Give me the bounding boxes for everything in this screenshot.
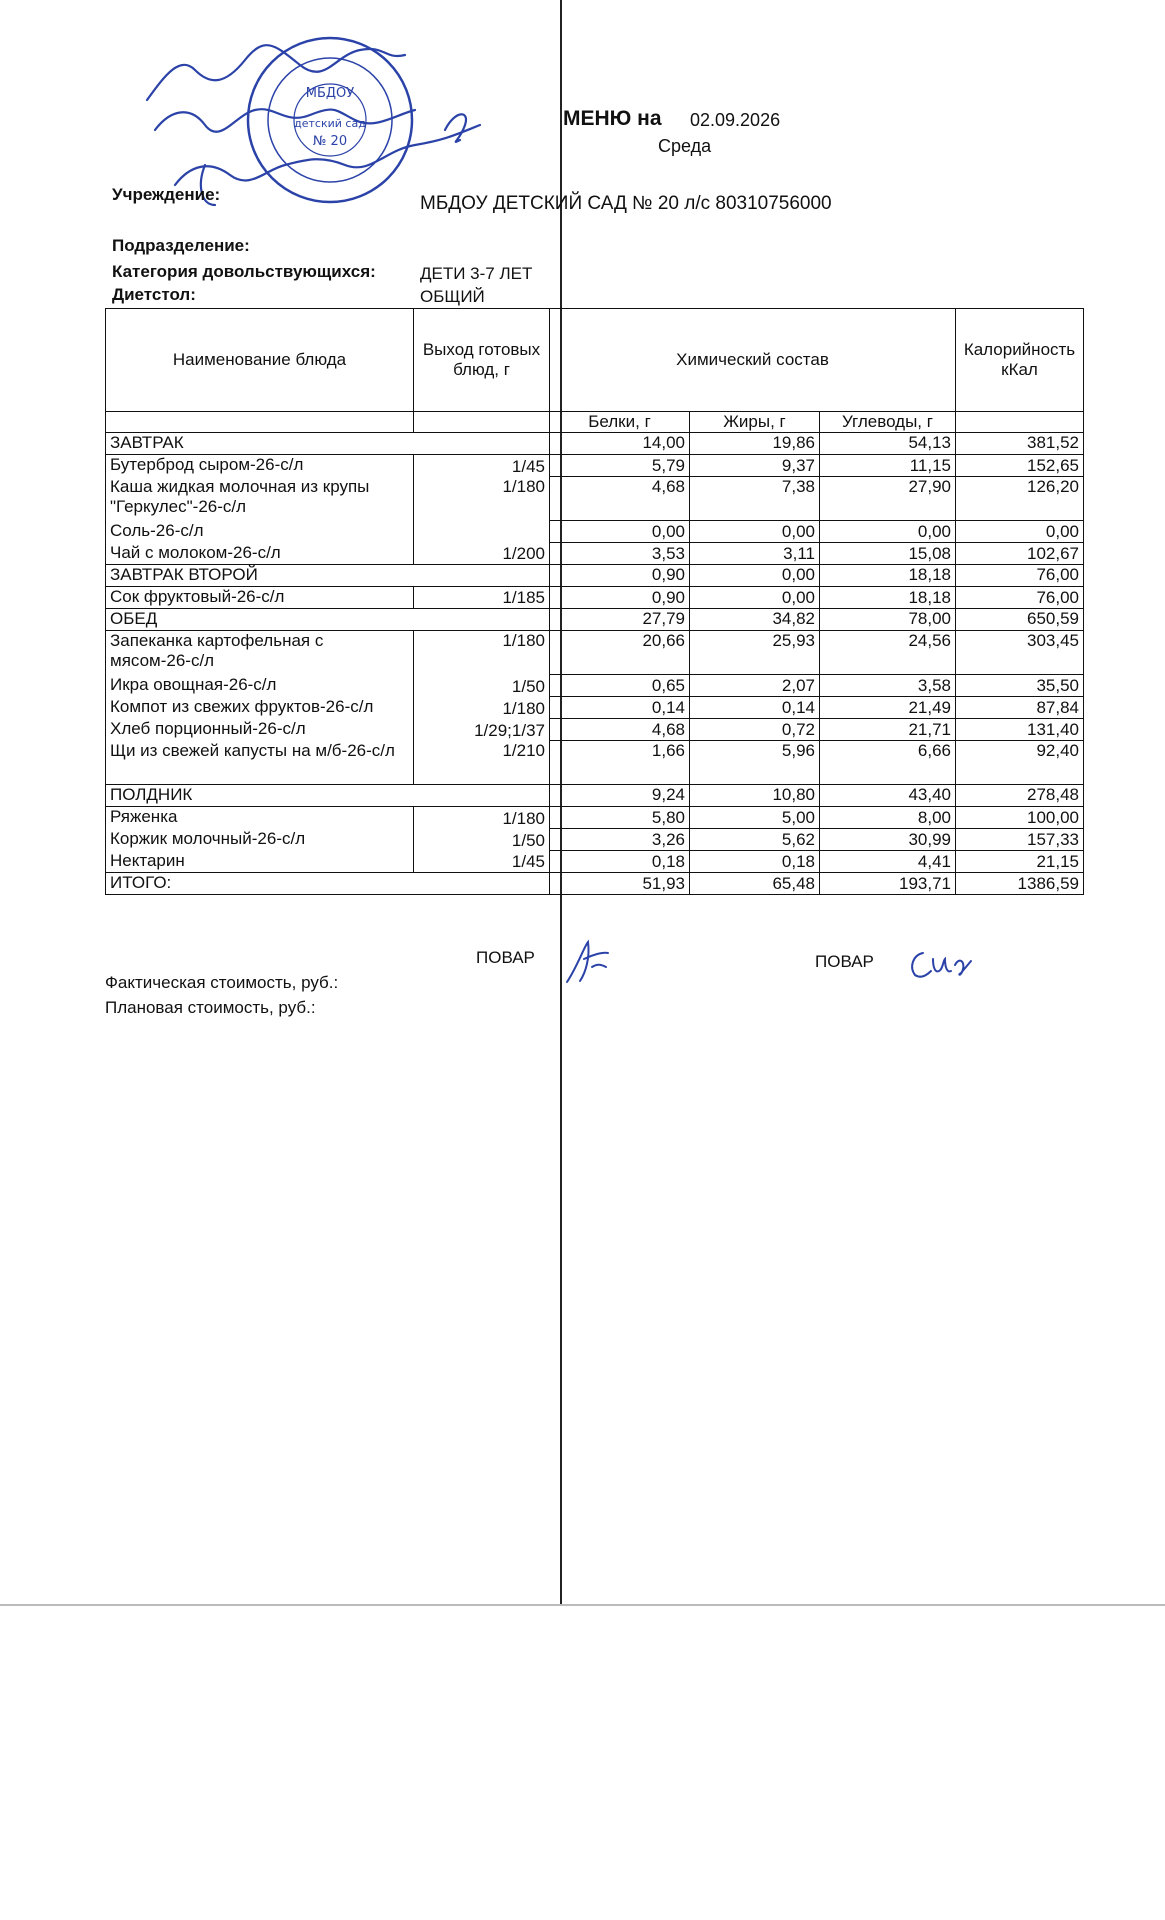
dish-carbs: 21,71 bbox=[820, 719, 956, 741]
output-header-spacer bbox=[414, 412, 550, 433]
dish-name: Ряженка bbox=[106, 807, 414, 829]
dish-row bbox=[106, 543, 1084, 565]
institution-value: МБДОУ ДЕТСКИЙ САД № 20 л/с 80310756000 bbox=[420, 193, 832, 214]
dish-row bbox=[106, 807, 1084, 829]
dish-output: 1/45 bbox=[414, 851, 550, 873]
planned-cost-label: Плановая стоимость, руб.: bbox=[105, 998, 316, 1017]
dish-protein: 0,00 bbox=[550, 521, 690, 543]
dish-fat: 5,00 bbox=[690, 807, 820, 829]
dish-protein: 3,26 bbox=[550, 829, 690, 851]
chem-header: Химический состав bbox=[550, 309, 956, 412]
dish-fat: 0,00 bbox=[690, 587, 820, 609]
dish-name: Щи из свежей капусты на м/б-26-с/л bbox=[106, 741, 414, 785]
cook-left-signature bbox=[562, 937, 612, 987]
total-row bbox=[106, 873, 1084, 895]
dish-name: Запеканка картофельная с мясом-26-с/л bbox=[106, 631, 414, 675]
dish-name: Икра овощная-26-с/л bbox=[106, 675, 414, 697]
section-kcal: 76,00 bbox=[956, 565, 1084, 587]
dish-row bbox=[106, 829, 1084, 851]
dish-carbs: 24,56 bbox=[820, 631, 956, 675]
dish-fat: 3,11 bbox=[690, 543, 820, 565]
dish-output: 1/180 bbox=[414, 697, 550, 719]
dish-output: 1/180 bbox=[414, 477, 550, 521]
dish-protein: 5,80 bbox=[550, 807, 690, 829]
section-protein: 0,90 bbox=[550, 565, 690, 587]
total-kcal: 1386,59 bbox=[956, 873, 1084, 895]
total-protein: 51,93 bbox=[550, 873, 690, 895]
section-protein: 14,00 bbox=[550, 433, 690, 455]
dish-output: 1/180 bbox=[414, 631, 550, 675]
section-row bbox=[106, 785, 1084, 807]
output-header: Выход готовых блюд, г bbox=[414, 309, 550, 412]
dish-carbs: 0,00 bbox=[820, 521, 956, 543]
calories-header: Калорийность кКал bbox=[956, 309, 1084, 412]
category-value: ДЕТИ 3-7 ЛЕТ bbox=[420, 264, 533, 283]
dish-kcal: 76,00 bbox=[956, 587, 1084, 609]
dish-output: 1/29;1/37 bbox=[414, 719, 550, 741]
svg-text:№ 20: № 20 bbox=[312, 134, 348, 149]
section-row bbox=[106, 433, 1084, 455]
category-label: Категория довольствующихся: bbox=[112, 262, 376, 281]
dish-name: Хлеб порционный-26-с/л bbox=[106, 719, 414, 741]
dish-row bbox=[106, 675, 1084, 697]
dish-row bbox=[106, 477, 1084, 521]
menu-date: 02.09.2026 bbox=[690, 110, 781, 130]
diet-value: ОБЩИЙ bbox=[420, 287, 485, 306]
section-kcal: 278,48 bbox=[956, 785, 1084, 807]
division-label: Подразделение: bbox=[112, 236, 250, 255]
actual-cost-label: Фактическая стоимость, руб.: bbox=[105, 973, 339, 992]
dish-name: Бутерброд сыром-26-с/л bbox=[106, 455, 414, 477]
dish-fat: 5,96 bbox=[690, 741, 820, 785]
dish-kcal: 303,45 bbox=[956, 631, 1084, 675]
dish-name: Нектарин bbox=[106, 851, 414, 873]
dish-kcal: 87,84 bbox=[956, 697, 1084, 719]
dish-protein: 0,14 bbox=[550, 697, 690, 719]
section-carbs: 43,40 bbox=[820, 785, 956, 807]
dish-name: Компот из свежих фруктов-26-с/л bbox=[106, 697, 414, 719]
total-label: ИТОГО: bbox=[106, 873, 550, 895]
dish-kcal: 157,33 bbox=[956, 829, 1084, 851]
dish-protein: 5,79 bbox=[550, 455, 690, 477]
section-carbs: 54,13 bbox=[820, 433, 956, 455]
diet-label: Диетстол: bbox=[112, 285, 196, 304]
dish-protein: 4,68 bbox=[550, 477, 690, 521]
menu-weekday: Среда bbox=[658, 136, 712, 156]
protein-header: Белки, г bbox=[550, 412, 690, 433]
dish-kcal: 21,15 bbox=[956, 851, 1084, 873]
dish-protein: 4,68 bbox=[550, 719, 690, 741]
dish-row bbox=[106, 455, 1084, 477]
dish-carbs: 11,15 bbox=[820, 455, 956, 477]
dish-kcal: 102,67 bbox=[956, 543, 1084, 565]
section-name: ПОЛДНИК bbox=[106, 785, 550, 807]
dish-carbs: 18,18 bbox=[820, 587, 956, 609]
dish-row bbox=[106, 521, 1084, 543]
dish-name: Сок фруктовый-26-с/л bbox=[106, 587, 414, 609]
fat-header: Жиры, г bbox=[690, 412, 820, 433]
section-row bbox=[106, 565, 1084, 587]
dish-carbs: 15,08 bbox=[820, 543, 956, 565]
dish-row bbox=[106, 719, 1084, 741]
institution-label: Учреждение: bbox=[112, 185, 221, 204]
dish-kcal: 152,65 bbox=[956, 455, 1084, 477]
dish-output: 1/180 bbox=[414, 807, 550, 829]
sheet-edge bbox=[0, 1604, 1165, 1606]
dish-kcal: 92,40 bbox=[956, 741, 1084, 785]
dish-fat: 0,18 bbox=[690, 851, 820, 873]
section-row bbox=[106, 609, 1084, 631]
dish-protein: 3,53 bbox=[550, 543, 690, 565]
dish-row bbox=[106, 631, 1084, 675]
dish-row bbox=[106, 851, 1084, 873]
dish-output: 1/50 bbox=[414, 675, 550, 697]
section-name: ЗАВТРАК ВТОРОЙ bbox=[106, 565, 550, 587]
dish-fat: 25,93 bbox=[690, 631, 820, 675]
dish-output: 1/50 bbox=[414, 829, 550, 851]
section-fat: 19,86 bbox=[690, 433, 820, 455]
dish-kcal: 0,00 bbox=[956, 521, 1084, 543]
dish-output: 1/210 bbox=[414, 741, 550, 785]
cook-right-label: ПОВАР bbox=[815, 952, 874, 971]
section-kcal: 381,52 bbox=[956, 433, 1084, 455]
section-protein: 27,79 bbox=[550, 609, 690, 631]
dish-kcal: 100,00 bbox=[956, 807, 1084, 829]
dish-header-spacer bbox=[106, 412, 414, 433]
section-fat: 0,00 bbox=[690, 565, 820, 587]
total-fat: 65,48 bbox=[690, 873, 820, 895]
dish-kcal: 131,40 bbox=[956, 719, 1084, 741]
section-fat: 10,80 bbox=[690, 785, 820, 807]
dish-protein: 20,66 bbox=[550, 631, 690, 675]
section-name: ОБЕД bbox=[106, 609, 550, 631]
dish-name: Коржик молочный-26-с/л bbox=[106, 829, 414, 851]
section-carbs: 78,00 bbox=[820, 609, 956, 631]
dish-kcal: 35,50 bbox=[956, 675, 1084, 697]
section-name: ЗАВТРАК bbox=[106, 433, 550, 455]
dish-carbs: 30,99 bbox=[820, 829, 956, 851]
dish-fat: 5,62 bbox=[690, 829, 820, 851]
dish-carbs: 3,58 bbox=[820, 675, 956, 697]
dish-output bbox=[414, 521, 550, 543]
dish-name: Соль-26-с/л bbox=[106, 521, 414, 543]
dish-fat: 7,38 bbox=[690, 477, 820, 521]
dish-name: Каша жидкая молочная из крупы "Геркулес"-26-с/л bbox=[106, 477, 414, 521]
section-carbs: 18,18 bbox=[820, 565, 956, 587]
cook-left-label: ПОВАР bbox=[476, 948, 535, 967]
dish-fat: 0,00 bbox=[690, 521, 820, 543]
dish-row bbox=[106, 741, 1084, 785]
dish-output: 1/200 bbox=[414, 543, 550, 565]
dish-carbs: 27,90 bbox=[820, 477, 956, 521]
dish-carbs: 4,41 bbox=[820, 851, 956, 873]
dish-row bbox=[106, 697, 1084, 719]
dish-output: 1/185 bbox=[414, 587, 550, 609]
dish-name: Чай с молоком-26-с/л bbox=[106, 543, 414, 565]
dish-carbs: 8,00 bbox=[820, 807, 956, 829]
total-carbs: 193,71 bbox=[820, 873, 956, 895]
cook-right-signature bbox=[905, 945, 985, 985]
dish-fat: 2,07 bbox=[690, 675, 820, 697]
dish-fat: 0,72 bbox=[690, 719, 820, 741]
dish-header: Наименование блюда bbox=[106, 309, 414, 412]
section-protein: 9,24 bbox=[550, 785, 690, 807]
dish-kcal: 126,20 bbox=[956, 477, 1084, 521]
dish-protein: 1,66 bbox=[550, 741, 690, 785]
menu-title: МЕНЮ на bbox=[563, 107, 662, 130]
dish-fat: 9,37 bbox=[690, 455, 820, 477]
dish-carbs: 21,49 bbox=[820, 697, 956, 719]
dish-protein: 0,18 bbox=[550, 851, 690, 873]
section-fat: 34,82 bbox=[690, 609, 820, 631]
menu-table bbox=[105, 308, 1084, 895]
dish-carbs: 6,66 bbox=[820, 741, 956, 785]
dish-protein: 0,65 bbox=[550, 675, 690, 697]
dish-protein: 0,90 bbox=[550, 587, 690, 609]
dish-fat: 0,14 bbox=[690, 697, 820, 719]
svg-text:детский сад: детский сад bbox=[294, 117, 366, 130]
dish-row bbox=[106, 587, 1084, 609]
section-kcal: 650,59 bbox=[956, 609, 1084, 631]
dish-output: 1/45 bbox=[414, 455, 550, 477]
calories-header-spacer bbox=[956, 412, 1084, 433]
carbs-header: Углеводы, г bbox=[820, 412, 956, 433]
svg-text:МБДОУ: МБДОУ bbox=[305, 86, 355, 101]
